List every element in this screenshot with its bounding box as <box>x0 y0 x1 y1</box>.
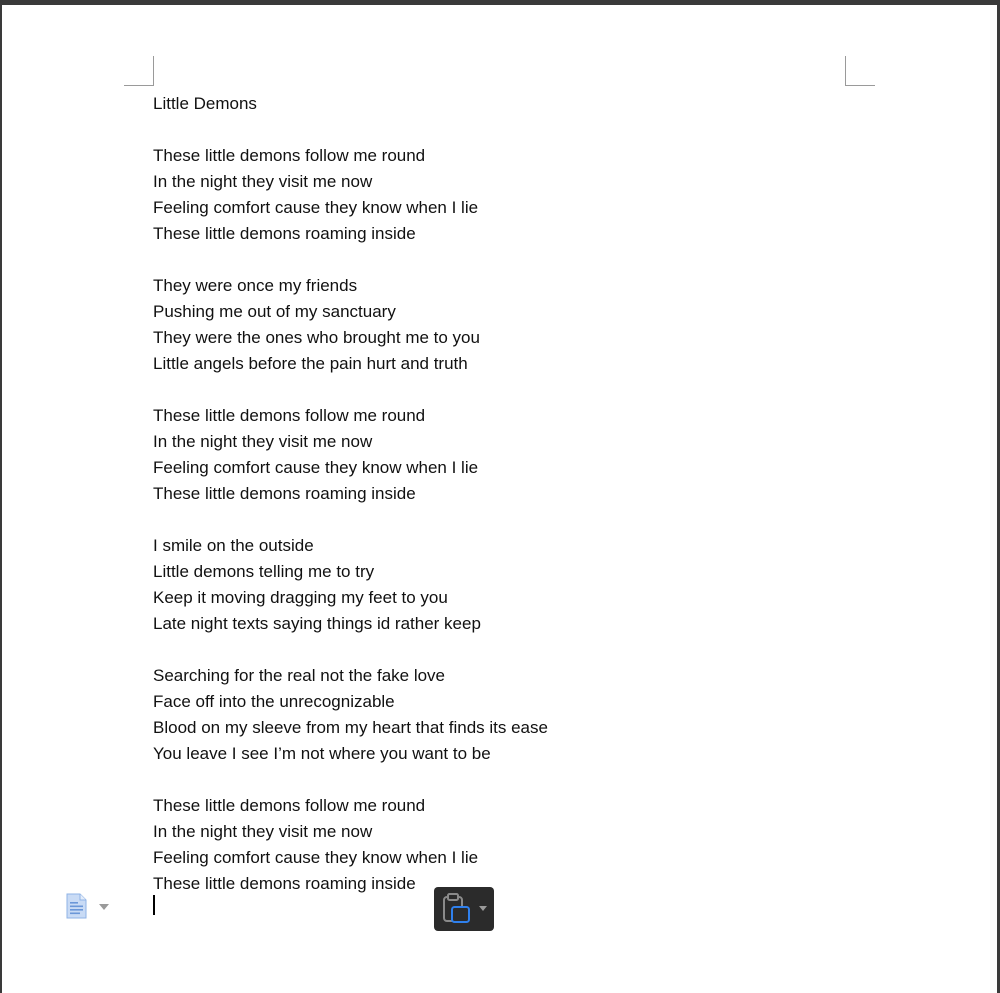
document-body[interactable] <box>153 91 548 923</box>
stanza-2 <box>153 273 548 377</box>
text-line[interactable]: These little demons roaming inside <box>153 484 416 503</box>
text-line[interactable]: Blood on my sleeve from my heart that finds its ease <box>153 718 548 737</box>
text-line[interactable]: I smile on the outside <box>153 536 314 555</box>
page-layout-icon <box>64 891 114 921</box>
chevron-down-icon <box>479 906 487 911</box>
clipboard-paste-icon <box>434 887 494 931</box>
text-line[interactable]: In the night they visit me now <box>153 432 373 451</box>
text-line[interactable]: Feeling comfort cause they know when I lie <box>153 848 479 867</box>
stanza-6 <box>153 793 548 897</box>
text-line[interactable]: They were the ones who brought me to you <box>153 328 480 347</box>
text-line[interactable]: In the night they visit me now <box>153 172 373 191</box>
text-line[interactable]: Feeling comfort cause they know when I lie <box>153 198 479 217</box>
text-line[interactable]: Keep it moving dragging my feet to you <box>153 588 448 607</box>
text-line[interactable]: These little demons follow me round <box>153 146 426 165</box>
text-line[interactable]: Little angels before the pain hurt and truth <box>153 354 468 373</box>
stanza-1 <box>153 143 548 247</box>
text-line[interactable]: Late night texts saying things id rather keep <box>153 614 481 633</box>
stanza-5 <box>153 663 548 767</box>
text-line[interactable]: Searching for the real not the fake love <box>153 666 446 685</box>
margin-corner-top-right <box>845 56 875 86</box>
text-line[interactable]: Little demons telling me to try <box>153 562 375 581</box>
text-line[interactable]: These little demons follow me round <box>153 796 426 815</box>
text-line[interactable]: These little demons roaming inside <box>153 874 416 893</box>
margin-corner-top-left <box>124 56 154 86</box>
document-page[interactable] <box>2 5 997 993</box>
page-layout-button[interactable] <box>64 891 114 921</box>
document-title[interactable]: Little Demons <box>153 94 257 113</box>
text-line[interactable]: Feeling comfort cause they know when I lie <box>153 458 479 477</box>
chevron-down-icon <box>99 904 109 910</box>
stanza-3 <box>153 403 548 507</box>
text-line[interactable]: Pushing me out of my sanctuary <box>153 302 396 321</box>
text-line[interactable]: These little demons roaming inside <box>153 224 416 243</box>
text-line[interactable]: In the night they visit me now <box>153 822 373 841</box>
paste-options-button[interactable] <box>434 887 494 931</box>
text-line[interactable]: You leave I see I’m not where you want to be <box>153 744 491 763</box>
text-line[interactable]: Face off into the unrecognizable <box>153 692 395 711</box>
stanza-4 <box>153 533 548 637</box>
text-line[interactable]: They were once my friends <box>153 276 358 295</box>
text-line[interactable]: These little demons follow me round <box>153 406 426 425</box>
text-cursor <box>153 895 155 915</box>
